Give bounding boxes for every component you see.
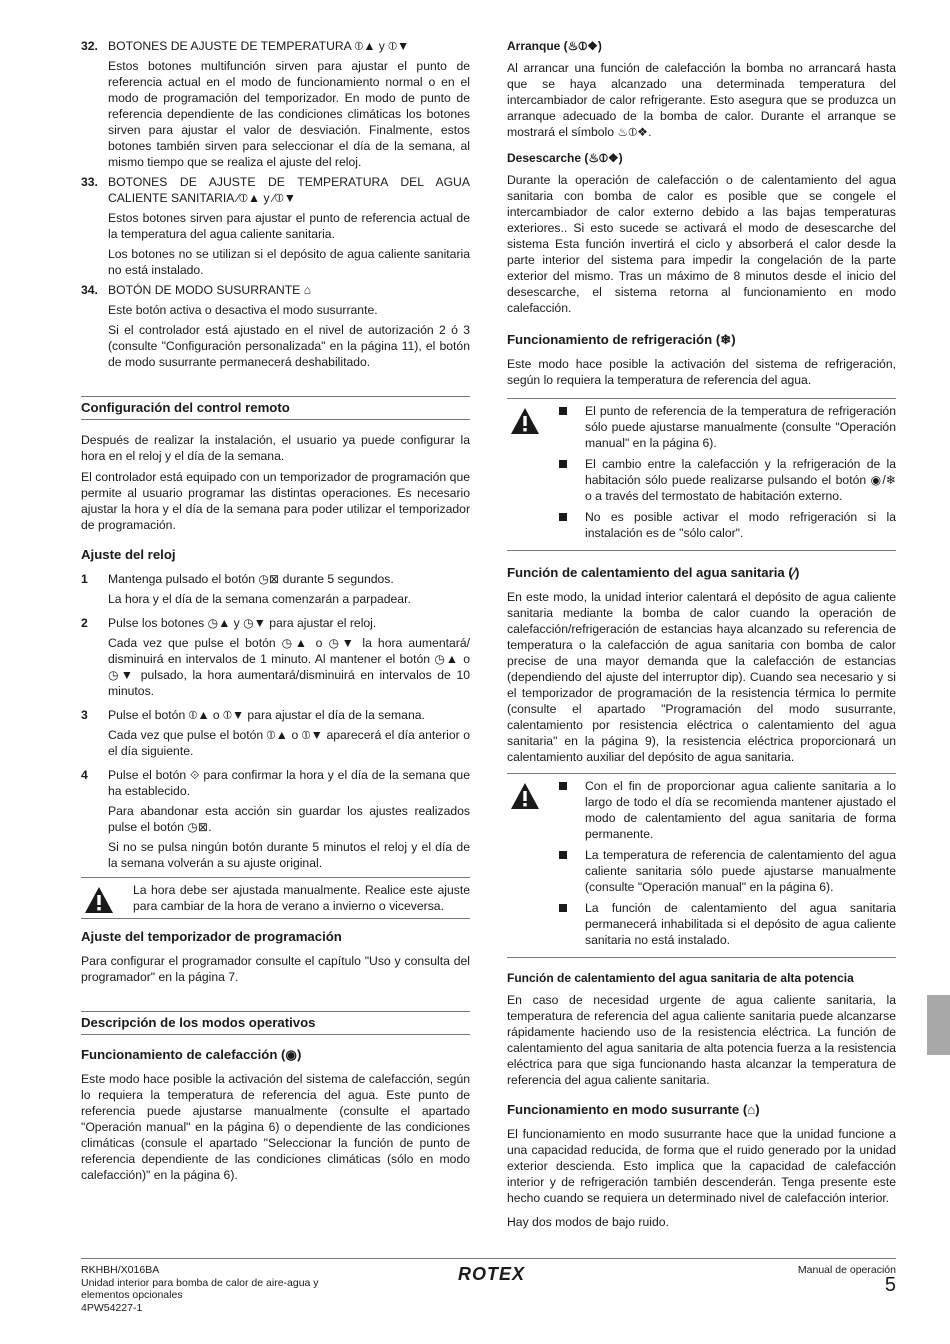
subheading-dhw: Función de calentamiento del agua sanitaria (⁄) [507, 565, 800, 580]
item-paragraph: Estos botones multifunción sirven para ajustar el punto de referencia actual en el modo de funcionamiento normal o en el modo de programación del temporizador. En modo de punto de referencia dependiente de las condiciones climáticas los botones sirven para ajustar el valor de desviación. Finalmente, estos botones también sirven para seleccionar el día de la semana, al mismo tiempo que se realiza el ajuste del reloj. [108, 59, 470, 169]
paragraph: El funcionamiento en modo susurrante hace que la unidad funcione a una capacidad reducida, de forma que el ruido generado por la unidad exterior descienda. Esto implica que la capacidad de calefacción interior y de refrigeración también descenderán. Tenga presente este hecho cuando se requiera un determinado nivel de calefacción interior. [507, 1127, 896, 1205]
item-32 [81, 38, 470, 170]
item-title: BOTONES DE AJUSTE DE TEMPERATURA ⦶▲ y ⦶▼ [108, 39, 410, 53]
warning-box-cooling [507, 398, 896, 551]
warning-text: La hora debe ser ajustada manualmente. Realice este ajuste para cambiar de la hora de verano a invierno o viceversa. [133, 883, 470, 913]
paragraph: Durante la operación de calefacción o de calentamiento del agua sanitaria con bomba de calor es posible que se congele el intercambiador de calor externo debido a las bajas temperaturas exteriores.. Si esto sucede se activará el modo de desescarche del sistema Esta función invertirá el ciclo y absorberá el calor desde la parte interior del sistema para impedir la congelación de la parte exterior del mismo. Tras un máximo de 8 minutos desde el inicio del desescarche, el sistema retorna al funcionamiento en modo calefacción. [507, 173, 896, 315]
warning-bullet: No es posible activar el modo refrigeración si la instalación es de "sólo calor". [559, 509, 896, 541]
subheading-cooling: Funcionamiento de refrigeración (❄) [507, 332, 736, 347]
step-4 [81, 767, 470, 871]
footer-manual: Manual de operación [797, 1264, 896, 1276]
paragraph: Para configurar el programador consulte el capítulo "Uso y consulta del programador" en la página 7. [81, 954, 470, 984]
left-column [81, 38, 470, 1188]
paragraph: Hay dos modos de bajo ruido. [507, 1215, 669, 1229]
footer-left [81, 1264, 381, 1314]
warning-icon [510, 782, 540, 810]
step-paragraph: Pulse el botón ⟐ para confirmar la hora y el día de la semana que ha establecido. [108, 768, 470, 798]
item-number: 34. [81, 283, 98, 297]
page-footer [81, 1258, 896, 1314]
footer-model: RKHBH/X016BA [81, 1264, 160, 1276]
step-paragraph: Pulse el botón ⦶▲ o ⦶▼ para ajustar el día de la semana. [108, 708, 425, 722]
step-3 [81, 707, 470, 759]
warning-box-clock [81, 877, 470, 919]
item-title: BOTONES DE AJUSTE DE TEMPERATURA DEL AGUA CALIENTE SANITARIA ⁄⦶▲ y ⁄⦶▼ [108, 175, 470, 205]
step-number: 2 [81, 616, 88, 630]
subheading-quiet: Funcionamiento en modo susurrante (⌂) [507, 1102, 760, 1117]
item-title: BOTÓN DE MODO SUSURRANTE ⌂ [108, 283, 312, 297]
subheading-clock: Ajuste del reloj [81, 547, 176, 562]
subheading-timer: Ajuste del temporizador de programación [81, 929, 342, 944]
warning-bullet: La temperatura de referencia de calentamiento del agua caliente sanitaria sólo puede ajustarse manualmente (consulte "Operación manual" en la página 6). [559, 847, 896, 895]
warning-bullet: La función de calentamiento del agua sanitaria permanecerá inhabilitada si el depósito de agua caliente sanitaria no está instalado. [559, 900, 896, 948]
item-paragraph: Estos botones sirven para ajustar el punto de referencia actual de la temperatura del agua caliente sanitaria. [108, 211, 470, 241]
item-33 [81, 174, 470, 278]
warning-icon [510, 407, 540, 435]
chapter-tab [927, 995, 950, 1055]
subheading-defrost: Desescarche (♨⦶❖) [507, 151, 623, 165]
step-paragraph: Cada vez que pulse el botón ◷▲ o ◷▼ la hora aumentará/ disminuirá en intervalos de 1 minuto. Al mantener el botón ◷▲ o ◷▼ pulsado, la hora aumentará/disminuirá en intervalos de 10 minutos. [108, 636, 470, 698]
warning-icon [84, 886, 114, 914]
brand-logo: ROTEX [458, 1264, 526, 1284]
paragraph: Este modo hace posible la activación del sistema de refrigeración, según lo requiera la temperatura de referencia del agua. [507, 357, 896, 387]
item-34 [81, 282, 470, 370]
subheading-start: Arranque (♨⦶❖) [507, 39, 602, 53]
subheading-heating: Funcionamiento de calefacción (◉) [81, 1047, 302, 1062]
subheading-high-power: Función de calentamiento del agua sanitaria de alta potencia [507, 971, 854, 985]
page-number: 5 [884, 1274, 896, 1296]
step-paragraph: Para abandonar esta acción sin guardar los ajustes realizados pulse el botón ◷⊠. [108, 804, 470, 834]
section-heading-modes: Descripción de los modos operativos [81, 1011, 470, 1035]
footer-desc: Unidad interior para bomba de calor de aire-agua y [81, 1276, 319, 1289]
step-1 [81, 571, 470, 607]
warning-bullet: El cambio entre la calefacción y la refrigeración de la habitación sólo puede realizarse pulsando el botón ◉/❄ o a través del termostato de habitación externo. [559, 456, 896, 504]
item-paragraph: Si el controlador está ajustado en el nivel de autorización 2 ó 3 (consulte "Configuración personalizada" en la página 11), el botón de modo susurrante permanecerá deshabilitado. [108, 323, 470, 369]
item-number: 33. [81, 175, 98, 189]
item-paragraph: Este botón activa o desactiva el modo susurrante. [108, 303, 378, 317]
right-column [507, 38, 896, 1235]
paragraph: Al arrancar una función de calefacción la bomba no arrancará hasta que se haya alcanzado una determinada temperatura del intercambiador de calor refrigerante. Esto asegura que se produzca un arranque adecuado de la bomba de calor. Durante el arranque se mostrará el símbolo ♨⦶❖. [507, 61, 896, 139]
step-paragraph: Si no se pulsa ningún botón durante 5 minutos el reloj y el día de la semana volverán a su ajuste original. [108, 840, 470, 870]
paragraph: El controlador está equipado con un temporizador de programación que permite al usuario programar las distintas operaciones. Es necesario ajustar la hora y el día de la semana para poder utilizar el temporizador de programación. [81, 470, 470, 532]
step-paragraph: Pulse los botones ◷▲ y ◷▼ para ajustar el reloj. [108, 616, 377, 630]
step-number: 4 [81, 768, 88, 782]
section-heading-config: Configuración del control remoto [81, 396, 470, 420]
step-number: 3 [81, 708, 88, 722]
item-number: 32. [81, 39, 98, 53]
paragraph: En este modo, la unidad interior calentará el depósito de agua caliente sanitaria mediante la bomba de calor cuando la operación de calefacción/refrigeración de estancias haya alcanzado su referencia de temperatura o la calefacción de agua sanitaria con bomba de calor precise de una mayor demanda que la calefacción de estancias (dependiendo del ajuste del interruptor dip). Cuando sea necesario y si el temporizador de programación de la resistencia térmica lo permite (consulte el apartado "Programación del modo susurrante, calentamiento por resistencia eléctrica o calentamiento del agua sanitaria" en la página 9), la resistencia eléctrica proporcionará un calentamiento auxiliar del depósito de agua sanitaria. [507, 590, 896, 764]
step-paragraph: Mantenga pulsado el botón ◷⊠ durante 5 segundos. [108, 572, 394, 586]
footer-desc: elementos opcionales [81, 1289, 183, 1301]
step-2 [81, 615, 470, 699]
warning-bullet: El punto de referencia de la temperatura de refrigeración sólo puede ajustarse manualmente (consulte "Operación manual" en la página 6). [559, 403, 896, 451]
warning-box-dhw [507, 773, 896, 958]
warning-bullet: Con el fin de proporcionar agua caliente sanitaria a lo largo de todo el día se recomienda mantener ajustado el modo de calentamiento del agua sanitaria de forma permanente. [559, 778, 896, 842]
step-number: 1 [81, 572, 88, 586]
step-paragraph: La hora y el día de la semana comenzarán a parpadear. [108, 592, 411, 606]
item-paragraph: Los botones no se utilizan si el depósito de agua caliente sanitaria no está instalado. [108, 247, 470, 277]
step-paragraph: Cada vez que pulse el botón ⦶▲ o ⦶▼ aparecerá el día anterior o el día siguiente. [108, 728, 470, 758]
paragraph: En caso de necesidad urgente de agua caliente sanitaria, la temperatura de referencia del agua caliente sanitaria puede alcanzarse rápidamente haciendo uso de la resistencia eléctrica. La función de calentamiento del agua sanitaria de alta potencia fuerza a la resistencia eléctrica para que siga funcionando hasta alcanzar la temperatura de referencia del agua caliente sanitaria. [507, 993, 896, 1087]
footer-code: 4PW54227-1 [81, 1301, 143, 1314]
paragraph: Después de realizar la instalación, el usuario ya puede configurar la hora en el reloj y el día de la semana. [81, 433, 470, 463]
paragraph: Este modo hace posible la activación del sistema de calefacción, según lo requiera la temperatura de referencia del agua. Este punto de referencia puede ajustarse manualmente (consulte el apartado "Operación manual" en la página 6) o dependiente de las condiciones climáticas (consule el apartado "Seleccionar la función de punto de referencia dependiente de las condiciones climáticas (sólo en modo calefacción)" en la página 6). [81, 1072, 470, 1182]
